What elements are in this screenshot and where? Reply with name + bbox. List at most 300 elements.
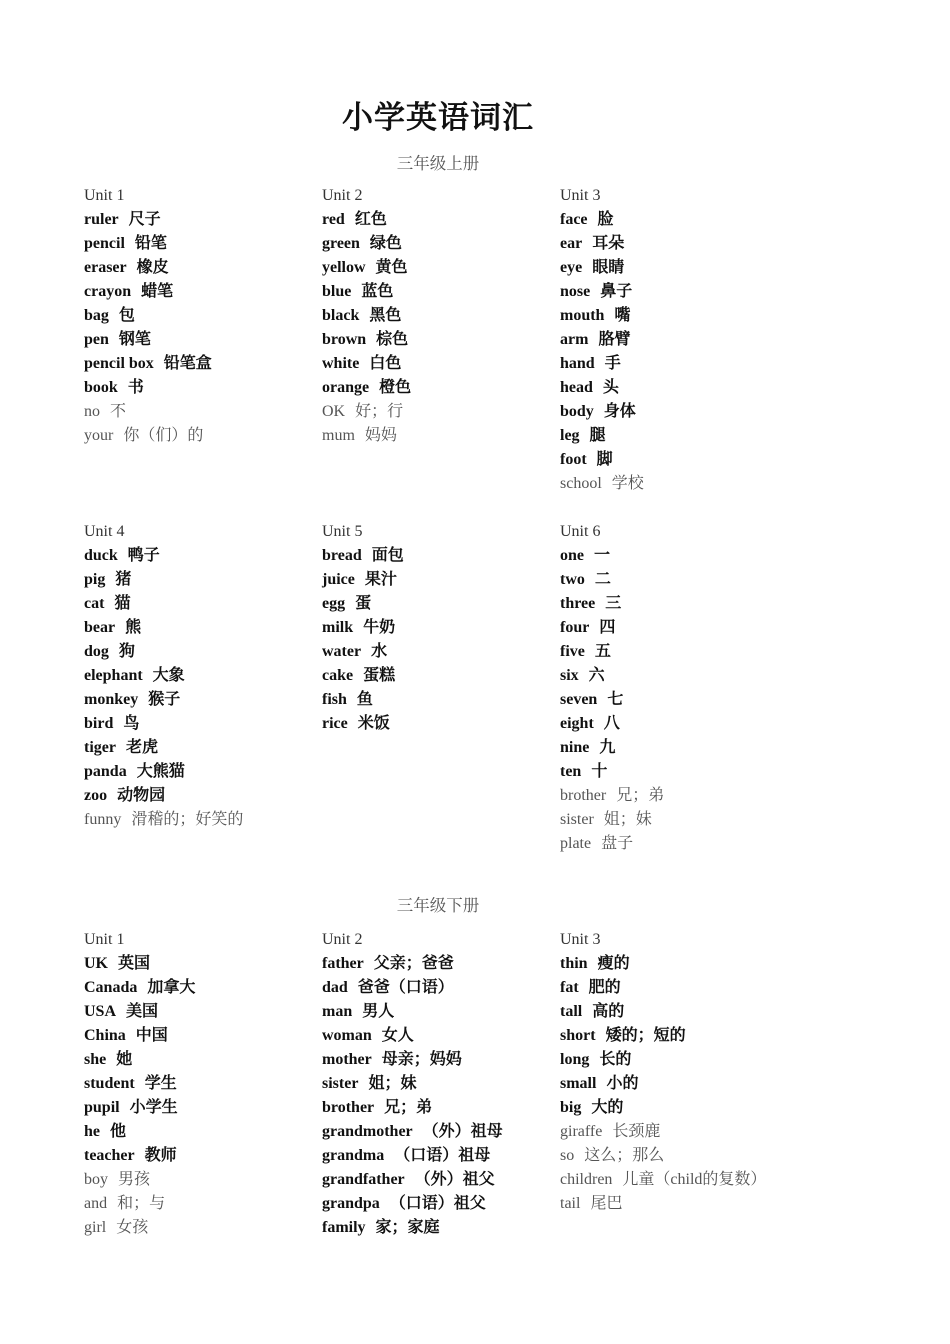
chinese-meaning: 矮的；短的 [605,1027,686,1044]
vocab-row [84,736,314,760]
english-word: grandpa [322,1195,380,1212]
chinese-meaning: 男孩 [118,1171,151,1188]
chinese-meaning: 耳朵 [592,235,625,252]
chinese-meaning: 盘子 [601,835,634,852]
english-word: orange [322,379,370,396]
chinese-meaning: 头 [602,379,619,396]
english-word: brother [322,1099,375,1116]
english-word: ear [560,235,583,252]
english-word: thin [560,955,588,972]
english-word: bird [84,715,114,732]
english-word: crayon [84,283,132,300]
vocab-row [560,328,790,352]
english-word: pencil [84,235,125,252]
english-word: bread [322,547,362,564]
english-word: blue [322,283,352,300]
vocab-row [560,280,790,304]
unit-block [560,520,790,856]
vocab-row [84,1192,314,1216]
chinese-meaning: 十 [591,763,608,780]
english-word: she [84,1051,107,1068]
english-word: face [560,211,588,228]
chinese-meaning: 橙色 [379,379,412,396]
chinese-meaning: 一 [594,547,611,564]
english-word: mouth [560,307,605,324]
chinese-meaning: 肥的 [588,979,621,996]
english-word: leg [560,427,580,444]
english-word: UK [84,955,108,972]
unit-block [322,928,552,1240]
chinese-meaning: 中国 [135,1027,168,1044]
vocab-row [84,976,314,1000]
vocab-row [560,1072,790,1096]
vocab-row [84,616,314,640]
chinese-meaning: 蓝色 [361,283,394,300]
english-word: dad [322,979,348,996]
chinese-meaning: 长的 [599,1051,632,1068]
chinese-meaning: 兄；弟 [384,1099,433,1116]
vocab-row [560,304,790,328]
vocab-row [560,640,790,664]
vocab-row [84,784,314,808]
english-word: arm [560,331,589,348]
vocab-row [560,832,790,856]
section-title-grade3-first: 三年级上册 [396,154,480,173]
section-title-grade3-second: 三年级下册 [396,896,480,915]
english-word: bear [84,619,116,636]
vocab-row [322,280,552,304]
english-word: nine [560,739,590,756]
vocab-row [322,1048,552,1072]
vocab-row [84,952,314,976]
english-word: USA [84,1003,117,1020]
unit-block [322,520,552,736]
chinese-meaning: 米饭 [357,715,390,732]
english-word: cat [84,595,105,612]
vocab-row [560,976,790,1000]
english-word: ten [560,763,582,780]
vocab-row [84,544,314,568]
chinese-meaning: 白色 [369,355,402,372]
english-word: long [560,1051,590,1068]
english-word: your [84,427,114,444]
english-word: funny [84,811,122,828]
chinese-meaning: 他 [110,1123,127,1140]
vocab-row [322,352,552,376]
vocab-row [560,808,790,832]
unit-heading: Unit 3 [560,931,601,948]
vocab-row [84,1024,314,1048]
chinese-meaning: 爸爸（口语） [357,979,454,996]
vocab-row [560,736,790,760]
chinese-meaning: 铅笔盒 [163,355,212,372]
vocab-row [84,424,314,448]
vocab-row [84,1000,314,1024]
chinese-meaning: 手 [604,355,621,372]
english-word: duck [84,547,118,564]
vocab-row [560,352,790,376]
english-word: short [560,1027,596,1044]
vocab-row [322,544,552,568]
vocab-row [84,208,314,232]
english-word: yellow [322,259,366,276]
chinese-meaning: 七 [607,691,624,708]
english-word: tail [560,1195,581,1212]
english-word: nose [560,283,591,300]
chinese-meaning: 家；家庭 [375,1219,440,1236]
vocab-row [322,688,552,712]
vocab-row [560,952,790,976]
english-word: red [322,211,345,228]
english-word: zoo [84,787,108,804]
english-word: no [84,403,100,420]
vocab-row [560,256,790,280]
english-word: Canada [84,979,138,996]
vocab-row [84,328,314,352]
vocab-row [560,232,790,256]
page-title: 小学英语词汇 [342,100,534,136]
chinese-meaning: 妈妈 [364,427,397,444]
english-word: book [84,379,118,396]
vocab-row [560,688,790,712]
vocab-row [322,1192,552,1216]
english-word: boy [84,1171,108,1188]
vocab-row [560,1168,790,1192]
vocab-row [322,328,552,352]
english-word: sister [560,811,594,828]
chinese-meaning: 钢笔 [118,331,151,348]
chinese-meaning: 铅笔 [134,235,167,252]
vocab-row [84,688,314,712]
english-word: three [560,595,596,612]
vocab-row [84,400,314,424]
vocab-row [322,952,552,976]
english-word: pen [84,331,109,348]
chinese-meaning: 学校 [611,475,644,492]
chinese-meaning: 女孩 [116,1219,149,1236]
chinese-meaning: 黑色 [369,307,402,324]
english-word: mum [322,427,355,444]
vocab-row [84,592,314,616]
chinese-meaning: 胳臂 [598,331,631,348]
english-word: bag [84,307,109,324]
chinese-meaning: 尺子 [128,211,161,228]
english-word: foot [560,451,587,468]
chinese-meaning: （口语）祖父 [389,1195,486,1212]
english-word: green [322,235,360,252]
vocab-row [322,1096,552,1120]
english-word: man [322,1003,353,1020]
vocab-row [560,1144,790,1168]
vocab-row [560,1096,790,1120]
english-word: grandmother [322,1123,413,1140]
english-word: body [560,403,594,420]
chinese-meaning: 学生 [144,1075,177,1092]
english-word: one [560,547,584,564]
vocab-row [84,280,314,304]
chinese-meaning: 腿 [589,427,606,444]
unit-block [322,184,552,448]
chinese-meaning: 橡皮 [136,259,169,276]
chinese-meaning: 大象 [152,667,185,684]
chinese-meaning: 这么；那么 [584,1147,665,1164]
vocab-row [322,400,552,424]
english-word: brown [322,331,367,348]
chinese-meaning: 眼睛 [592,259,625,276]
vocab-row [322,976,552,1000]
vocab-row [322,208,552,232]
unit-block [84,520,314,832]
vocab-row [322,1024,552,1048]
chinese-meaning: 小学生 [129,1099,178,1116]
chinese-meaning: 八 [603,715,620,732]
english-word: tiger [84,739,116,756]
vocab-row [84,256,314,280]
chinese-meaning: 瘦的 [597,955,630,972]
english-word: brother [560,787,607,804]
english-word: seven [560,691,598,708]
vocab-row [560,1192,790,1216]
english-word: children [560,1171,613,1188]
unit-block [560,184,790,496]
vocab-row [322,616,552,640]
english-word: five [560,643,585,660]
chinese-meaning: 兄；弟 [616,787,665,804]
english-word: black [322,307,360,324]
vocab-row [84,712,314,736]
english-word: eight [560,715,594,732]
english-word: two [560,571,585,588]
vocab-row [84,568,314,592]
chinese-meaning: 猪 [115,571,132,588]
chinese-meaning: 和；与 [117,1195,166,1212]
chinese-meaning: 九 [599,739,616,756]
vocab-row [560,616,790,640]
vocab-row [560,1048,790,1072]
chinese-meaning: （外）祖母 [422,1123,503,1140]
english-word: eraser [84,259,127,276]
english-word: he [84,1123,100,1140]
chinese-meaning: 狗 [118,643,135,660]
chinese-meaning: 蛋糕 [363,667,396,684]
chinese-meaning: 鱼 [356,691,373,708]
vocab-row [560,376,790,400]
english-word: teacher [84,1147,135,1164]
english-word: big [560,1099,582,1116]
english-word: white [322,355,360,372]
vocab-row [84,232,314,256]
chinese-meaning: （口语）祖母 [394,1147,491,1164]
chinese-meaning: 四 [599,619,616,636]
english-word: China [84,1027,126,1044]
chinese-meaning: 儿童（child的复数） [622,1171,767,1188]
english-word: tall [560,1003,583,1020]
chinese-meaning: 蜡笔 [141,283,174,300]
chinese-meaning: 猴子 [148,691,181,708]
unit-block [560,928,790,1216]
chinese-meaning: 她 [116,1051,133,1068]
english-word: grandfather [322,1171,405,1188]
english-word: woman [322,1027,372,1044]
chinese-meaning: 教师 [144,1147,177,1164]
chinese-meaning: 牛奶 [363,619,396,636]
vocab-row [322,256,552,280]
vocab-row [560,472,790,496]
vocab-row [322,712,552,736]
english-word: four [560,619,590,636]
vocab-row [560,1000,790,1024]
chinese-meaning: 红色 [354,211,387,228]
chinese-meaning: 滑稽的；好笑的 [131,811,244,828]
chinese-meaning: 高的 [592,1003,625,1020]
vocab-row [322,1216,552,1240]
chinese-meaning: 水 [371,643,388,660]
english-word: head [560,379,593,396]
vocab-row [322,592,552,616]
chinese-meaning: 猫 [114,595,131,612]
chinese-meaning: 老虎 [125,739,158,756]
english-word: student [84,1075,135,1092]
vocab-row [322,232,552,256]
chinese-meaning: 长颈鹿 [612,1123,661,1140]
unit-block [84,184,314,448]
vocab-row [84,1048,314,1072]
vocab-row [84,1216,314,1240]
chinese-meaning: 大熊猫 [136,763,185,780]
chinese-meaning: 你（们）的 [123,427,204,444]
chinese-meaning: 尾巴 [590,1195,623,1212]
vocab-row [322,1000,552,1024]
chinese-meaning: 不 [110,403,127,420]
english-word: OK [322,403,346,420]
unit-heading: Unit 2 [322,187,363,204]
english-word: eye [560,259,583,276]
english-word: so [560,1147,575,1164]
english-word: rice [322,715,348,732]
chinese-meaning: 鸟 [123,715,140,732]
english-word: hand [560,355,595,372]
chinese-meaning: 好；行 [355,403,404,420]
chinese-meaning: 大的 [591,1099,624,1116]
chinese-meaning: 熊 [125,619,142,636]
unit-block [84,928,314,1240]
vocab-row [84,304,314,328]
unit-heading: Unit 2 [322,931,363,948]
vocab-row [322,664,552,688]
english-word: small [560,1075,597,1092]
chinese-meaning: 小的 [606,1075,639,1092]
chinese-meaning: 父亲；爸爸 [373,955,454,972]
vocab-row [84,376,314,400]
chinese-meaning: 面包 [371,547,404,564]
vocab-row [560,424,790,448]
vocab-row [84,1096,314,1120]
vocab-row [84,1072,314,1096]
vocab-row [322,1168,552,1192]
chinese-meaning: 姐；妹 [368,1075,417,1092]
vocab-row [560,664,790,688]
english-word: cake [322,667,354,684]
chinese-meaning: 二 [594,571,611,588]
chinese-meaning: 蛋 [355,595,372,612]
vocab-row [560,448,790,472]
vocab-row [84,1168,314,1192]
chinese-meaning: 六 [588,667,605,684]
english-word: egg [322,595,346,612]
english-word: father [322,955,364,972]
vocab-row [84,1120,314,1144]
chinese-meaning: 脸 [597,211,614,228]
vocab-row [560,712,790,736]
vocab-row [84,1144,314,1168]
chinese-meaning: 姐；妹 [603,811,652,828]
chinese-meaning: 绿色 [369,235,402,252]
chinese-meaning: 鼻子 [600,283,633,300]
english-word: juice [322,571,355,588]
english-word: six [560,667,579,684]
english-word: giraffe [560,1123,603,1140]
english-word: water [322,643,362,660]
vocab-row [560,568,790,592]
vocab-row [84,640,314,664]
chinese-meaning: 动物园 [117,787,166,804]
chinese-meaning: 美国 [126,1003,159,1020]
chinese-meaning: 鸭子 [127,547,160,564]
chinese-meaning: 女人 [381,1027,414,1044]
english-word: plate [560,835,592,852]
english-word: family [322,1219,366,1236]
english-word: milk [322,619,354,636]
vocab-row [560,544,790,568]
chinese-meaning: 英国 [118,955,151,972]
chinese-meaning: 书 [127,379,144,396]
vocab-row [84,352,314,376]
chinese-meaning: 脚 [596,451,613,468]
english-word: girl [84,1219,107,1236]
english-word: dog [84,643,109,660]
chinese-meaning: 嘴 [614,307,631,324]
english-word: and [84,1195,108,1212]
chinese-meaning: 黄色 [375,259,408,276]
vocab-row [84,808,314,832]
vocab-row [84,664,314,688]
english-word: fat [560,979,579,996]
vocab-row [322,1120,552,1144]
chinese-meaning: （外）祖父 [414,1171,495,1188]
chinese-meaning: 母亲；妈妈 [381,1051,462,1068]
english-word: ruler [84,211,119,228]
vocab-row [322,424,552,448]
english-word: panda [84,763,127,780]
chinese-meaning: 包 [118,307,135,324]
unit-heading: Unit 5 [322,523,363,540]
vocab-row [322,376,552,400]
unit-heading: Unit 3 [560,187,601,204]
chinese-meaning: 棕色 [376,331,409,348]
vocab-row [560,400,790,424]
vocab-row [560,1120,790,1144]
english-word: fish [322,691,347,708]
chinese-meaning: 五 [594,643,611,660]
vocab-row [322,304,552,328]
english-word: sister [322,1075,359,1092]
vocab-row [322,568,552,592]
unit-heading: Unit 4 [84,523,125,540]
english-word: school [560,475,602,492]
chinese-meaning: 三 [605,595,622,612]
vocab-row [560,208,790,232]
unit-heading: Unit 1 [84,931,125,948]
